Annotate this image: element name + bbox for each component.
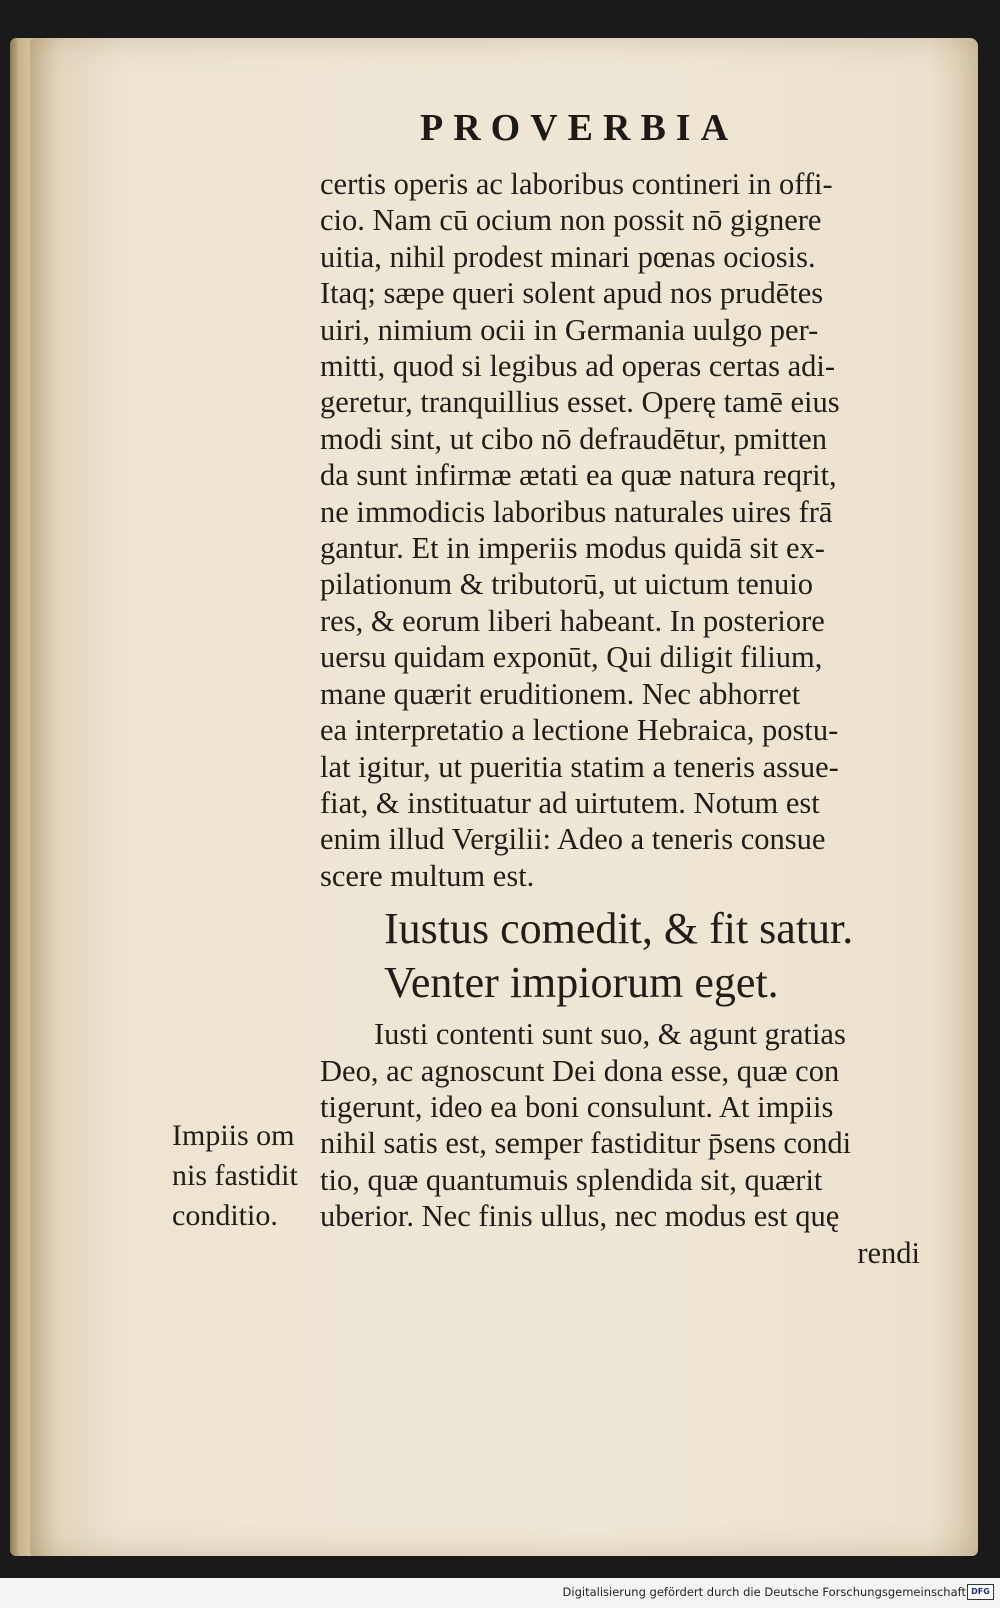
text-line: pilationum & tributorū, ut uictum tenuio xyxy=(320,567,814,602)
text-line: nihil satis est, semper fastiditur p̄sens condi xyxy=(320,1126,852,1161)
marginal-note xyxy=(172,1116,298,1236)
text-line: da sunt infirmæ ætati ea quæ natura reqrit, xyxy=(320,458,837,493)
text-line: Iusti contenti sunt suo, & agunt gratias xyxy=(374,1017,846,1052)
text-line: Deo, ac agnoscunt Dei dona esse, quæ con xyxy=(320,1053,840,1088)
text-line: uberior. Nec finis ullus, nec modus est quę xyxy=(320,1199,840,1234)
text-line: mane quærit eruditionem. Nec abhorret xyxy=(320,676,801,711)
commentary-block-1 xyxy=(320,166,960,894)
funding-credit: Digitalisierung gefördert durch die Deutsche Forschungsgemeinschaft xyxy=(562,1585,966,1599)
catchword: rendi xyxy=(857,1235,920,1270)
commentary-block-2 xyxy=(320,1016,960,1271)
text-line: res, & eorum liberi habeant. In posteriore xyxy=(320,603,825,638)
text-line: gantur. Et in imperiis modus quidā sit ex- xyxy=(320,531,825,566)
text-line: uiri, nimium ocii in Germania uulgo per- xyxy=(320,312,819,347)
text-line: uersu quidam exponūt, Qui diligit filium, xyxy=(320,640,823,675)
verse-line-2: Venter impiorum eget. xyxy=(384,958,779,1008)
running-title: PROVERBIA xyxy=(420,107,739,149)
text-line: fiat, & instituatur ad uirtutem. Notum est xyxy=(320,785,820,820)
text-line: mitti, quod si legibus ad operas certas adi- xyxy=(320,349,835,384)
text-line: geretur, tranquillius esset. Operę tamē eius xyxy=(320,385,840,420)
text-line: lat igitur, ut pueritia statim a teneris assue- xyxy=(320,749,839,784)
text-line: enim illud Vergilii: Adeo a teneris consue xyxy=(320,822,826,857)
footer-bar xyxy=(0,1578,1000,1608)
text-line: tio, quæ quantumuis splendida sit, quærit xyxy=(320,1162,823,1197)
marginal-line: nis fastidit xyxy=(172,1159,298,1192)
dfg-logo-icon: DFG xyxy=(967,1584,994,1600)
marginal-line: conditio. xyxy=(172,1199,278,1232)
verse-line-1: Iustus comedit, & fit satur. xyxy=(384,904,854,954)
text-line: ne immodicis laboribus naturales uires frā xyxy=(320,494,833,529)
text-line: ea interpretatio a lectione Hebraica, postu- xyxy=(320,713,839,748)
text-line: tigerunt, ideo ea boni consulunt. At impiis xyxy=(320,1089,834,1124)
text-line: cio. Nam cū ocium non possit nō gignere xyxy=(320,203,822,238)
text-line: scere multum est. xyxy=(320,858,535,893)
text-line: uitia, nihil prodest minari pœnas ociosis. xyxy=(320,239,816,274)
text-column xyxy=(320,166,960,1271)
text-line: Itaq; sæpe queri solent apud nos prudētes xyxy=(320,276,824,311)
text-line: certis operis ac laboribus contineri in offi- xyxy=(320,167,833,201)
marginal-line: Impiis om xyxy=(172,1119,295,1152)
text-line: modi sint, ut cibo nō defraudētur, pmitten xyxy=(320,421,828,456)
